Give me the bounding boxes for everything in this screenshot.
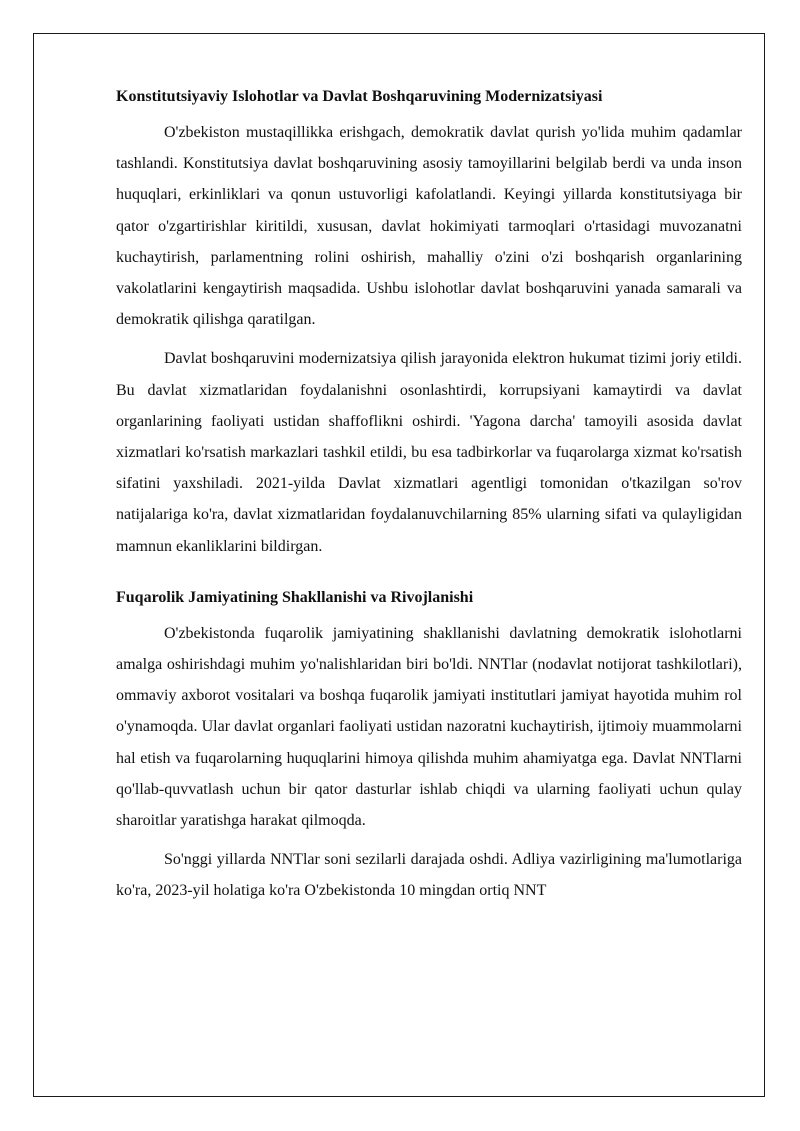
paragraph: O'zbekistonda fuqarolik jamiyatining shakllanishi davlatning demokratik islohotlarni amalga oshirishdagi muhim yo'nalishlaridan biri bo'ldi. NNTlar (nodavlat notijorat tashkilotlari), ommaviy axborot vositalari va boshqa fuqarolik jamiyati institutlari jamiyat hayotida muhim rol o'ynamoqda. Ular davlat organlari faoliyati ustidan nazoratni kuchaytirish, ijtimoiy muammolarni hal etish va fuqarolarning huquqlarini himoya qilishda muhim ahamiyatga ega. Davlat NNTlarni qo'llab-quvvatlash uchun bir qator dasturlar ishlab chiqdi va ularning faoliyati uchun qulay sharoitlar yaratishga harakat qilmoqda. (116, 624, 742, 830)
section-constitutional-reforms (116, 85, 742, 562)
section-civil-society (116, 586, 742, 907)
paragraph: So'nggi yillarda NNTlar soni sezilarli darajada oshdi. Adliya vazirligining ma'lumotlariga ko'ra, 2023-yil holatiga ko'ra O'zbekistonda 10 mingdan ortiq NNT (116, 851, 742, 900)
section-heading: Konstitutsiyaviy Islohotlar va Davlat Boshqaruvining Modernizatsiyasi (116, 88, 603, 105)
document-body (116, 85, 742, 907)
paragraph: Davlat boshqaruvini modernizatsiya qilish jarayonida elektron hukumat tizimi joriy etildi. Bu davlat xizmatlaridan foydalanishni osonlashtirdi, korrupsiyani kamaytirdi va davlat organlarining faoliyati ustidan shaffoflikni oshirdi. 'Yagona darcha' tamoyili asosida davlat xizmatlari ko'rsatish markazlari tashkil etildi, bu esa tadbirkorlar va fuqarolarga xizmat ko'rsatish sifatini yaxshiladi. 2021-yilda Davlat xizmatlari agentligi tomonidan o'tkazilgan so'rov natijalariga ko'ra, davlat xizmatlaridan foydalanuvchilarning 85% ularning sifati va qulayligidan mamnun ekanliklarini bildirgan. (116, 350, 742, 555)
paragraph: O'zbekiston mustaqillikka erishgach, demokratik davlat qurish yo'lida muhim qadamlar tashlandi. Konstitutsiya davlat boshqaruvining asosiy tamoyillarini belgilab berdi va unda inson huquqlari, erkinliklari va qonun ustuvorligi kafolatlandi. Keyingi yillarda konstitutsiyaga bir qator o'zgartirishlar kiritildi, xususan, davlat hokimiyati tarmoqlari o'rtasidagi muvozanatni kuchaytirish, parlamentning rolini oshirish, mahalliy o'zini o'zi boshqarish organlarining vakolatlarini kengaytirish maqsadida. Ushbu islohotlar davlat boshqaruvini yanada samarali va demokratik qilishga qaratilgan. (116, 124, 742, 329)
section-heading: Fuqarolik Jamiyatining Shakllanishi va Rivojlanishi (116, 588, 474, 606)
